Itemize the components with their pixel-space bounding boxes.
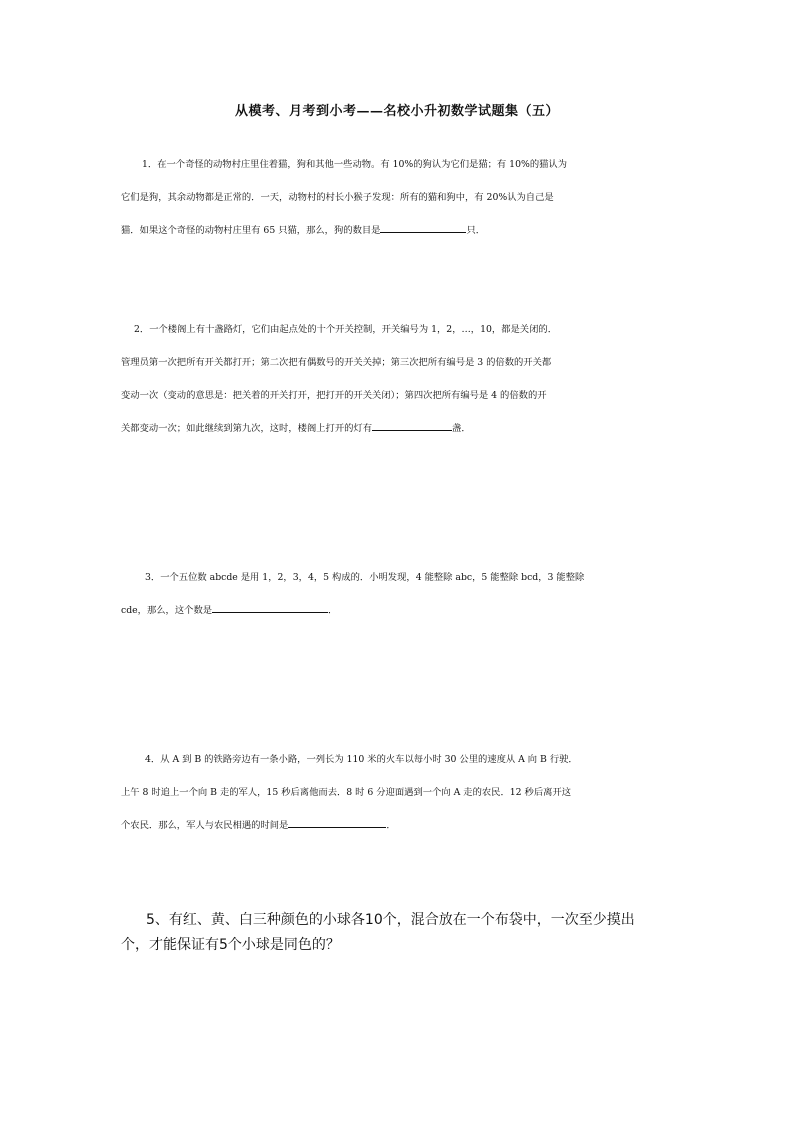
problem-4-line-3-text: 个农民．那么，军人与农民相遇的时间是 [121,820,289,831]
problem-5 [121,908,681,958]
problem-1 [121,148,676,247]
page-title: 从模考、月考到小考——名校小升初数学试题集（五） [234,104,559,119]
problem-2-line-3: 变动一次（变动的意思是：把关着的开关打开，把打开的开关关闭）；第四次把所有编号是 4 的倍数的开 [121,390,547,401]
problem-3 [121,561,676,627]
problem-1-line-3 [121,214,676,247]
problem-2-line-2: 管理员第一次把所有开关都打开；第二次把有偶数号的开关关掉；第三次把所有编号是 3 的倍数的开关都 [121,357,552,368]
problem-1-tail: 只． [466,225,486,236]
problem-3-line-2-text: cde，那么，这个数是 [121,605,213,616]
problem-2-tail: 盏． [452,423,471,434]
problem-2-line-4-text: 关都变动一次；如此继续到第九次，这时，楼阁上打开的灯有 [121,423,373,434]
answer-blank-1[interactable] [380,221,466,233]
problem-2 [121,313,676,445]
problem-4-line-3 [121,809,676,842]
problem-4 [121,743,676,842]
answer-blank-4[interactable] [288,816,386,828]
problem-5-line-2: 个，才能保证有5个小球是同色的？ [121,937,340,953]
problem-1-line-1: 1．在一个奇怪的动物村庄里住着猫，狗和其他一些动物。有 10%的狗认为它们是猫；有 10%的猫认为 [142,159,568,170]
problem-5-line-1: 5、有红、黄、白三种颜色的小球各10个，混合放在一个布袋中，一次至少摸出 [146,912,635,928]
problem-4-tail: ． [386,820,396,831]
problem-4-line-2: 上午 8 时追上一个向 B 走的军人，15 秒后离他而去．8 时 6 分迎面遇到一个向 A 走的农民．12 秒后离开这 [121,787,572,798]
problem-4-line-1: 4．从 A 到 B 的铁路旁边有一条小路，一列长为 110 米的火车以每小时 30 公里的速度从 A 向 B 行驶． [145,754,578,765]
answer-blank-3[interactable] [212,601,328,613]
problem-2-line-1: 2．一个楼阁上有十盏路灯，它们由起点处的十个开关控制，开关编号为 1，2，…，10，都是关闭的． [134,324,557,335]
problem-3-line-1: 3．一个五位数 abcde 是用 1，2，3，4，5 构成的．小明发现，4 能整除 abc，5 能整除 bcd，3 能整除 [145,572,585,583]
problem-1-line-3-text: 猫．如果这个奇怪的动物村庄里有 65 只猫，那么，狗的数目是 [121,225,381,236]
problem-3-tail: ． [328,605,338,616]
problem-3-line-2 [121,594,676,627]
problem-1-line-2: 它们是狗，其余动物都是正常的．一天，动物村的村长小猴子发现：所有的猫和狗中，有 20%认为自己是 [121,192,554,203]
problem-2-line-4 [121,412,676,445]
answer-blank-2[interactable] [372,419,452,431]
